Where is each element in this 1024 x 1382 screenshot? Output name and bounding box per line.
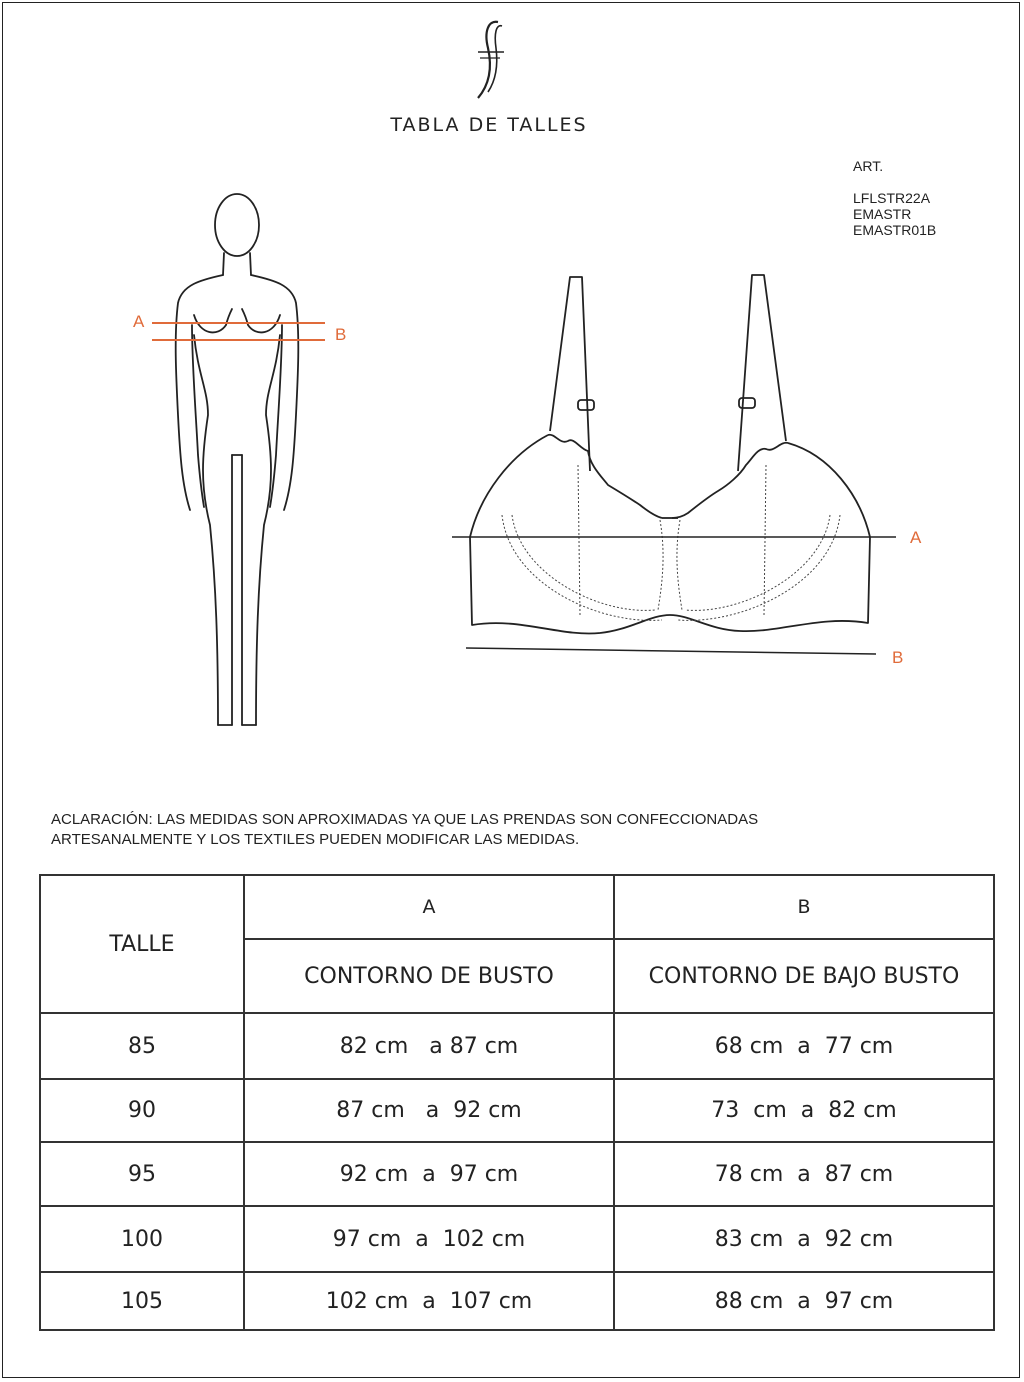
- disclaimer-line: ARTESANALMENTE Y LOS TEXTILES PUEDEN MODIFICAR LAS MEDIDAS.: [51, 831, 580, 848]
- table-row: [40, 1079, 994, 1142]
- size-table: [39, 874, 995, 1331]
- body-figure-illustration: [120, 185, 350, 745]
- disclaimer-note: [51, 810, 951, 850]
- underbust-cell: 78 cm a 87 cm: [614, 1142, 994, 1206]
- bust-cell: 92 cm a 97 cm: [244, 1142, 614, 1206]
- underbust-cell: 83 cm a 92 cm: [614, 1206, 994, 1272]
- page-title: TABLA DE TALLES: [390, 114, 588, 136]
- col-b-letter: B: [614, 875, 994, 939]
- table-row: [40, 1272, 994, 1330]
- bust-cell: 97 cm a 102 cm: [244, 1206, 614, 1272]
- bust-cell: 87 cm a 92 cm: [244, 1079, 614, 1142]
- article-code: EMASTR01B: [853, 222, 937, 238]
- size-cell: 85: [40, 1013, 244, 1079]
- brand-logo: [470, 18, 510, 102]
- bust-cell: 82 cm a 87 cm: [244, 1013, 614, 1079]
- bra-marker-b-label: B: [892, 648, 904, 667]
- table-header-row: [40, 875, 994, 939]
- article-codes: [853, 158, 936, 238]
- size-header: TALLE: [40, 875, 244, 1013]
- table-row: [40, 1206, 994, 1272]
- marker-a-label: A: [133, 312, 145, 331]
- underbust-cell: 68 cm a 77 cm: [614, 1013, 994, 1079]
- bra-illustration: [440, 265, 940, 675]
- underbust-cell: 88 cm a 97 cm: [614, 1272, 994, 1330]
- article-code: LFLSTR22A: [853, 190, 931, 206]
- col-a-letter: A: [244, 875, 614, 939]
- article-code: EMASTR: [853, 206, 912, 222]
- marker-b-label: B: [335, 325, 347, 344]
- bust-cell: 102 cm a 107 cm: [244, 1272, 614, 1330]
- col-a-label: CONTORNO DE BUSTO: [244, 939, 614, 1013]
- bra-marker-a-label: A: [910, 528, 922, 547]
- table-row: [40, 1142, 994, 1206]
- col-b-label: CONTORNO DE BAJO BUSTO: [614, 939, 994, 1013]
- size-cell: 95: [40, 1142, 244, 1206]
- table-row: [40, 1013, 994, 1079]
- size-cell: 90: [40, 1079, 244, 1142]
- disclaimer-line: ACLARACIÓN: LAS MEDIDAS SON APROXIMADAS YA QUE LAS PRENDAS SON CONFECCIONADAS: [51, 811, 759, 828]
- size-cell: 105: [40, 1272, 244, 1330]
- underbust-cell: 73 cm a 82 cm: [614, 1079, 994, 1142]
- article-label: ART.: [853, 158, 884, 174]
- size-cell: 100: [40, 1206, 244, 1272]
